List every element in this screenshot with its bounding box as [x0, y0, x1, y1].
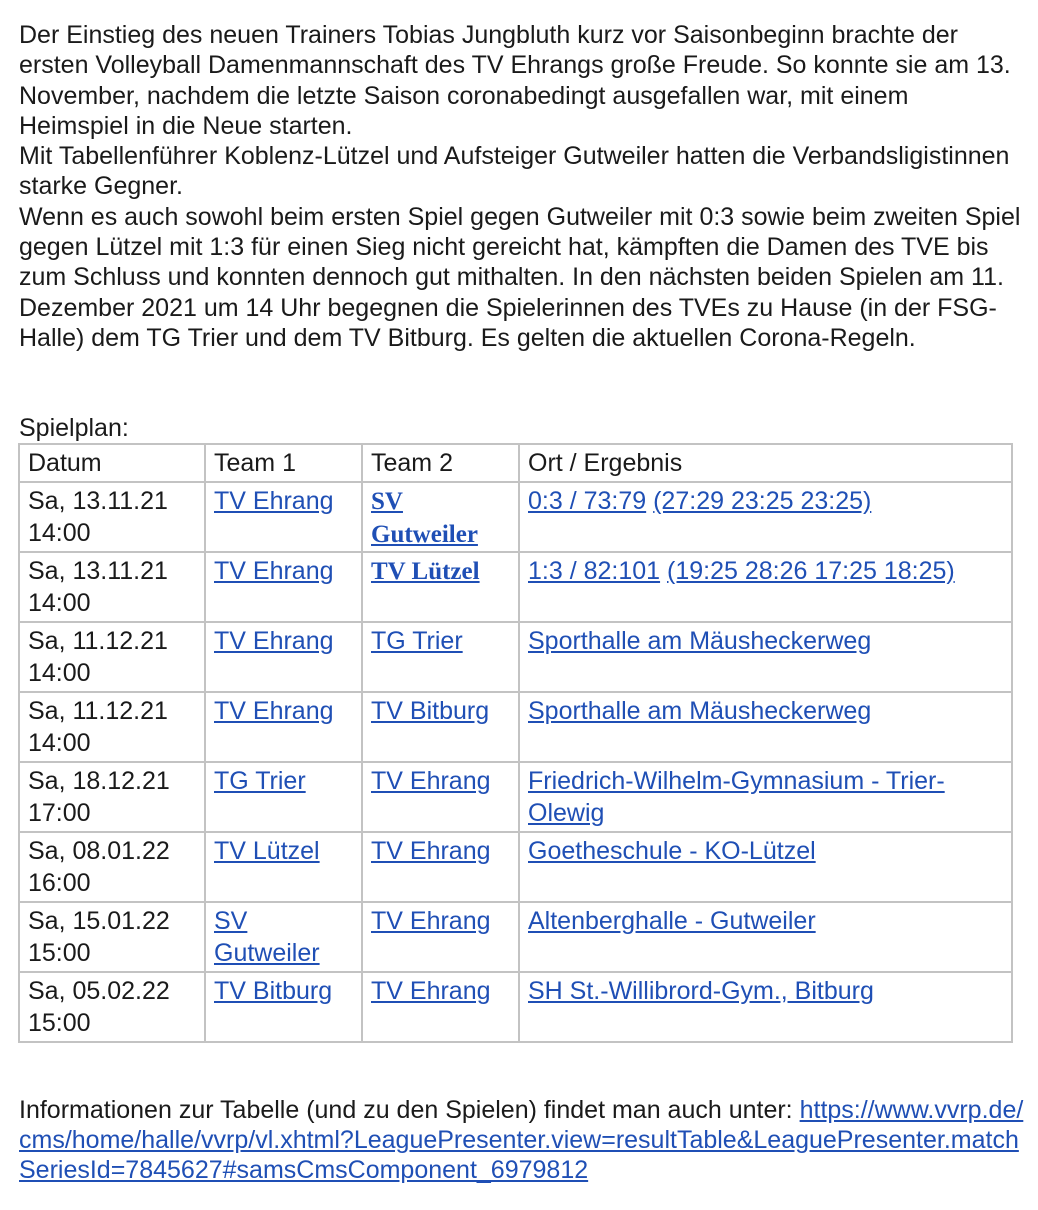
table-row	[19, 692, 1012, 762]
paragraph-opponents: Mit Tabellenführer Koblenz-Lützel und Aufsteiger Gutweiler hatten die Verbandsligistinnen starke Gegner.	[19, 142, 1010, 201]
match-time: 14:00	[28, 589, 91, 617]
team2-cell	[362, 482, 519, 552]
table-row	[19, 902, 1012, 972]
venue-link[interactable]: Goetheschule - KO-Lützel	[528, 837, 816, 865]
team1-cell	[205, 622, 362, 692]
paragraph-results: Wenn es auch sowohl beim ersten Spiel gegen Gutweiler mit 0:3 sowie beim zweiten Spiel gegen Lützel mit 1:3 für einen Sieg nicht gereicht hat, kämpften die Damen des TVE bis zum Schluss und konnten dennoch gut mithalten. In den nächsten beiden Spielen am 11. Dezember 2021 um 14 Uhr begegnen die Spielerinnen des TVEs zu Hause (in der FSG-Halle) dem TG Trier und dem TV Bitburg. Es gelten die aktuellen Corona-Regeln.	[19, 202, 1021, 352]
match-date: Sa, 18.12.21	[28, 767, 170, 795]
result-cell	[519, 692, 1012, 762]
team1-link[interactable]: TV Ehrang	[214, 487, 334, 515]
venue-link[interactable]: Sporthalle am Mäusheckerweg	[528, 627, 872, 655]
result-cell	[519, 762, 1012, 832]
match-time: 14:00	[28, 519, 91, 547]
team2-link[interactable]: SV Gutweiler	[371, 488, 478, 548]
team1-cell	[205, 832, 362, 902]
match-date: Sa, 05.02.22	[28, 977, 170, 1005]
result-cell	[519, 902, 1012, 972]
header-team1: Team 1	[205, 444, 362, 482]
header-datum: Datum	[19, 444, 205, 482]
table-row	[19, 552, 1012, 622]
date-cell	[19, 762, 205, 832]
table-row	[19, 482, 1012, 552]
table-row	[19, 972, 1012, 1042]
team2-link[interactable]: TV Ehrang	[371, 837, 491, 865]
header-ort-ergebnis: Ort / Ergebnis	[519, 444, 1012, 482]
info-text: Informationen zur Tabelle (und zu den Spielen) findet man auch unter:	[19, 1096, 793, 1124]
date-cell	[19, 552, 205, 622]
date-cell	[19, 972, 205, 1042]
article-body	[19, 20, 1024, 353]
match-date: Sa, 13.11.21	[28, 487, 168, 515]
result-cell	[519, 972, 1012, 1042]
venue-link[interactable]: Friedrich-Wilhelm-Gymnasium - Trier-Olewig	[528, 767, 945, 827]
paragraph-intro: Der Einstieg des neuen Trainers Tobias Jungbluth kurz vor Saisonbeginn brachte der ersten Volleyball Damenmannschaft des TV Ehrangs große Freude. So konnte sie am 13. November, nachdem die letzte Saison coronabedingt ausgefallen war, mit einem Heimspiel in die Neue starten.	[19, 21, 1011, 140]
team2-link[interactable]: TV Ehrang	[371, 977, 491, 1005]
match-time: 16:00	[28, 869, 91, 897]
result-cell	[519, 622, 1012, 692]
result-link[interactable]: 1:3 / 82:101	[528, 557, 661, 585]
team2-cell	[362, 902, 519, 972]
team2-cell	[362, 832, 519, 902]
team1-cell	[205, 692, 362, 762]
match-time: 14:00	[28, 659, 91, 687]
match-date: Sa, 15.01.22	[28, 907, 170, 935]
team2-link[interactable]: TV Bitburg	[371, 697, 490, 725]
match-time: 17:00	[28, 799, 91, 827]
team1-link[interactable]: TV Bitburg	[214, 977, 333, 1005]
result-cell	[519, 482, 1012, 552]
match-date: Sa, 13.11.21	[28, 557, 168, 585]
result-cell	[519, 832, 1012, 902]
match-time: 15:00	[28, 939, 91, 967]
match-time: 15:00	[28, 1009, 91, 1037]
date-cell	[19, 622, 205, 692]
table-row	[19, 762, 1012, 832]
team2-link[interactable]: TV Ehrang	[371, 907, 491, 935]
league-table-link[interactable]: https://www.vvrp.de/cms/home/halle/vvrp/vl.xhtml?LeaguePresenter.view=resultTable&LeaguePresenter.matchSeriesId=7845627#samsCmsComponent_6979812	[19, 1096, 1024, 1184]
team1-cell	[205, 482, 362, 552]
venue-link[interactable]: Altenberghalle - Gutweiler	[528, 907, 816, 935]
result-link[interactable]: 0:3 / 73:79	[528, 487, 647, 515]
date-cell	[19, 832, 205, 902]
team1-link[interactable]: TV Lützel	[214, 837, 320, 865]
venue-link[interactable]: SH St.-Willibrord-Gym., Bitburg	[528, 977, 874, 1005]
sets-link[interactable]: (19:25 28:26 17:25 18:25)	[667, 557, 955, 585]
sets-link[interactable]: (27:29 23:25 23:25)	[653, 487, 872, 515]
date-cell	[19, 692, 205, 762]
team1-link[interactable]: TG Trier	[214, 767, 306, 795]
team2-cell	[362, 622, 519, 692]
table-row	[19, 622, 1012, 692]
team1-cell	[205, 762, 362, 832]
team2-cell	[362, 762, 519, 832]
team2-cell	[362, 552, 519, 622]
venue-link[interactable]: Sporthalle am Mäusheckerweg	[528, 697, 872, 725]
result-cell	[519, 552, 1012, 622]
team2-link[interactable]: TG Trier	[371, 627, 463, 655]
schedule-table	[18, 443, 1013, 1043]
team2-cell	[362, 972, 519, 1042]
match-date: Sa, 11.12.21	[28, 697, 168, 725]
info-paragraph	[19, 1095, 1024, 1185]
team2-link[interactable]: TV Ehrang	[371, 767, 491, 795]
team1-link[interactable]: TV Ehrang	[214, 557, 334, 585]
date-cell	[19, 902, 205, 972]
schedule-label: Spielplan:	[19, 414, 129, 442]
team1-link[interactable]: TV Ehrang	[214, 627, 334, 655]
team1-link[interactable]: SV Gutweiler	[214, 907, 320, 967]
team2-cell	[362, 692, 519, 762]
match-date: Sa, 08.01.22	[28, 837, 170, 865]
table-header-row	[19, 444, 1012, 482]
team1-cell	[205, 552, 362, 622]
date-cell	[19, 482, 205, 552]
team1-link[interactable]: TV Ehrang	[214, 697, 334, 725]
match-time: 14:00	[28, 729, 91, 757]
match-date: Sa, 11.12.21	[28, 627, 168, 655]
table-row	[19, 832, 1012, 902]
team2-link[interactable]: TV Lützel	[371, 558, 480, 585]
team1-cell	[205, 972, 362, 1042]
header-team2: Team 2	[362, 444, 519, 482]
team1-cell	[205, 902, 362, 972]
